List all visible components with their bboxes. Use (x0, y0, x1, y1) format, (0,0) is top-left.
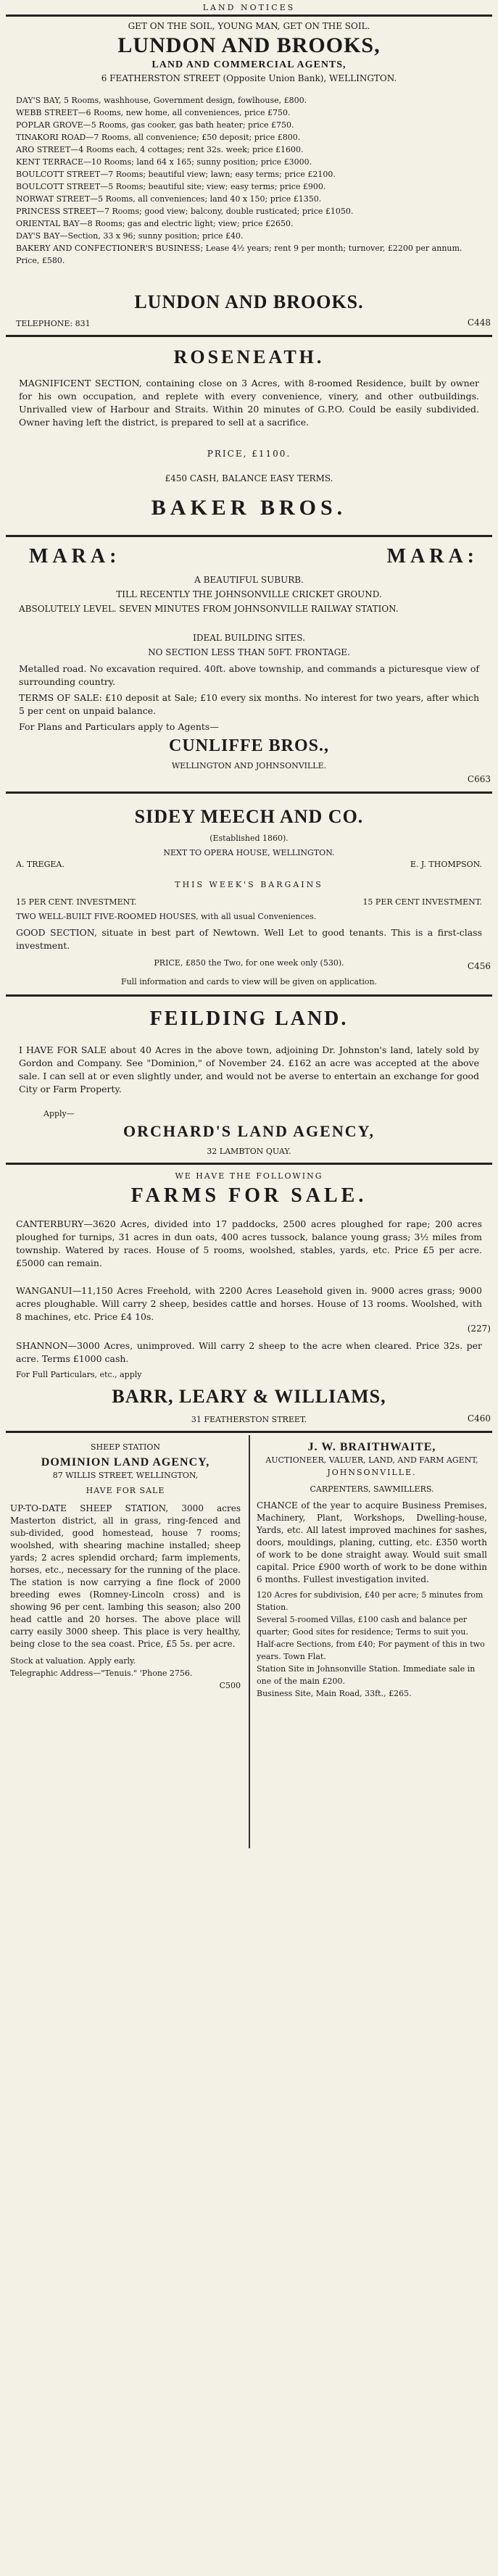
ad-code: C460 (467, 1413, 491, 1424)
divider (6, 535, 492, 537)
page-title: LAND NOTICES (202, 3, 296, 12)
roseneath-terms: £450 CASH, BALANCE EASY TERMS. (165, 473, 333, 483)
dominion-address: 87 WILLIS STREET, WELLINGTON, (52, 1471, 199, 1480)
listing: DAY'S BAY, 5 Rooms, washhouse, Government design, fowlhouse, £800. (16, 96, 307, 105)
braithwaite-item: Station Site in Johnsonville Station. Immediate sale in one of the main £200. (257, 1664, 476, 1686)
sidey-name-left: A. TREGEA. (16, 860, 65, 869)
farms-intro: WE HAVE THE FOLLOWING (175, 1171, 323, 1181)
feilding-apply: Apply— (43, 1109, 75, 1118)
sidey-price: PRICE, £850 the Two, for one week only (530). (154, 958, 344, 968)
roseneath-price: PRICE, £1100. (207, 449, 291, 459)
divider (6, 335, 492, 337)
listing: BAKERY AND CONFECTIONER'S BUSINESS; Lease 4½ years; rent 9 per month; turnover, £2200 per annum. Price, £580. (16, 244, 462, 265)
ad-code: C456 (467, 961, 491, 971)
farms-firm: BARR, LEARY & WILLIAMS, (112, 1386, 386, 1407)
listing: BOULCOTT STREET—7 Rooms; beautiful view; lawn; easy terms; price £2100. (16, 170, 336, 179)
feilding-body: I HAVE FOR SALE about 40 Acres in the above town, adjoining Dr. Johnston's land, lately sold by Gordon and Company. See "Dominion," of November 24. £162 an acre was accepted at the above sale. I can sell at or even slightly under, and would not be averse to entertain an exchange for good City or Farm Property. (19, 1044, 479, 1094)
listing: DAY'S BAY—Section, 33 x 96; sunny position; price £40. (16, 231, 244, 241)
column-divider (249, 1435, 250, 1848)
listing: ORIENTAL BAY—8 Rooms; gas and electric light; view; price £2650. (16, 219, 294, 228)
braithwaite-name: J. W. BRAITHWAITE, (307, 1441, 436, 1453)
mara-metalled: Metalled road. No excavation required. 40ft. above township, and commands a picturesque view of surrounding country. (19, 663, 479, 687)
lundon-subtitle: LAND AND COMMERCIAL AGENTS, (152, 59, 346, 70)
braithwaite-item: Half-acre Sections, from £40; For payment of this in two years. Town Flat. (257, 1640, 485, 1661)
lundon-telephone: TELEPHONE: 831 (16, 319, 91, 328)
mara-frontage: NO SECTION LESS THAN 50FT. FRONTAGE. (148, 647, 350, 657)
listing: POPLAR GROVE—5 Rooms, gas cooker, gas bath heater; price £750. (16, 120, 294, 130)
listing: BOULCOTT STREET—5 Rooms; beautiful site; view; easy terms; price £900. (16, 182, 326, 191)
roseneath-body: MAGNIFICENT SECTION, containing close on 3 Acres, with 8-roomed Residence, built by owner for his own occupation, and replete with every convenience, vinery, and other outbuildings. Unrivalled view of Harbour and Straits. Within 20 minutes of G.P.O. Could be easily subdivided. Owner having left the district, is prepared to sell at a sacrifice. (19, 378, 479, 428)
mara-firm-sub: WELLINGTON AND JOHNSONVILLE. (171, 761, 327, 770)
mara-line2: ABSOLUTELY LEVEL. SEVEN MINUTES FROM JOHNSONVILLE RAILWAY STATION. (19, 604, 399, 614)
dominion-valuation: Stock at valuation. Apply early. (10, 1656, 136, 1666)
braithwaite-item: 120 Acres for subdivision, £40 per acre; 5 minutes from Station. (257, 1590, 484, 1612)
lundon-firm: LUNDON AND BROOKS, (117, 33, 381, 57)
sidey-houses: TWO WELL-BUILT FIVE-ROOMED HOUSES, with all usual Conveniences. (16, 912, 317, 921)
dominion-telegraphic: Telegraphic Address—"Tenuis." 'Phone 2756. (10, 1669, 193, 1678)
feilding-agency: ORCHARD'S LAND AGENCY, (123, 1122, 375, 1140)
braithwaite-role: AUCTIONEER, VALUER, LAND, AND FARM AGENT, (265, 1455, 478, 1465)
mara-firm: CUNLIFFE BROS., (168, 736, 330, 755)
sidey-info: Full information and cards to view will be given on application. (120, 977, 378, 986)
dominion-kicker: SHEEP STATION (90, 1442, 161, 1452)
ad-code: C663 (467, 774, 491, 784)
farms-listing: CANTERBURY—3620 Acres, divided into 17 paddocks, 2500 acres ploughed for rape; 200 acres ploughed for turnips, 31 acres in dun oats, 400 acres tussock, balance young grass; 3½ miles from township. Watered by races. House of 5 rooms, woolshed, stables, yards, etc. Price £5 per acre. £5000 can remain. (16, 1218, 482, 1268)
braithwaite-body: CHANCE of the year to acquire Business Premises, Machinery, Plant, Workshops, Dwelling-house, Yards, etc. All latest improved machines for sashes, doors, mouldings, planing, cutting, etc. £350 worth of work to be done straight away. Would suit small capital. Price £900 worth of work to be done within 6 months. Fullest investigation invited. (257, 1500, 487, 1584)
divider (6, 1431, 492, 1433)
braithwaite-item: Business Site, Main Road, 33ft., £265. (257, 1689, 412, 1698)
lundon-listings (16, 94, 482, 267)
listing: PRINCESS STREET—7 Rooms; good view; balcony, double rusticated; price £1050. (16, 207, 354, 216)
roseneath-firm: BAKER BROS. (151, 496, 347, 520)
mara-line1: TILL RECENTLY THE JOHNSONVILLE CRICKET GROUND. (116, 589, 382, 599)
mara-terms: TERMS OF SALE: £10 deposit at Sale; £10 every six months. No interest for two years, after which 5 per cent on unpaid balance. (19, 692, 479, 716)
farms-listing: WANGANUI—11,150 Acres Freehold, with 2200 Acres Leasehold given in. 9000 acres grass; 9000 acres ploughable. Will carry 2 sheep, besides cattle and horses. House of 13 rooms. Woolshed, with 8 machines, etc. Price £4 10s. (16, 1285, 482, 1322)
divider (6, 792, 492, 794)
dominion-have: HAVE FOR SALE (86, 1486, 165, 1495)
mara-title-right: MARA: (386, 545, 478, 568)
sidey-inv-right: 15 PER CENT INVESTMENT. (362, 897, 482, 907)
mara-plans: For Plans and Particulars apply to Agents— (19, 721, 219, 732)
lundon-tagline: GET ON THE SOIL, YOUNG MAN, GET ON THE SOIL. (128, 21, 370, 31)
braithwaite-ad (257, 1441, 487, 1700)
sidey-firm: SIDEY MEECH AND CO. (134, 806, 364, 827)
braithwaite-town: JOHNSONVILLE. (327, 1468, 417, 1477)
listing: TINAKORI ROAD—7 Rooms, all convenience; £50 deposit; price £800. (16, 133, 301, 142)
sidey-bargains: THIS WEEK'S BARGAINS (175, 880, 323, 889)
mara-suburb: A BEAUTIFUL SUBURB. (194, 575, 304, 585)
mara-title-left: MARA: (29, 545, 121, 568)
farms-listing: SHANNON—3000 Acres, unimproved. Will carry 2 sheep to the acre when cleared. Price 32s. per acre. Terms £1000 cash. (16, 1340, 482, 1364)
listing: NORWAT STREET—5 Rooms, all conveniences; land 40 x 150; price £1350. (16, 194, 322, 204)
farms-title: FARMS FOR SALE. (130, 1184, 368, 1207)
divider (6, 14, 492, 17)
braithwaite-item: Several 5-roomed Villas, £100 cash and balance per quarter; Good sites for residence; Terms to suit you. (257, 1615, 468, 1637)
divider (6, 994, 492, 997)
listing: KENT TERRACE—10 Rooms; land 64 x 165; sunny position; price £3000. (16, 157, 312, 167)
sidey-section: GOOD SECTION, situate in best part of Newtown. Well Let to good tenants. This is a first-class investment. (16, 927, 482, 951)
dominion-body: UP-TO-DATE SHEEP STATION, 3000 acres Masterton district, all in grass, ring-fenced and sub-divided, good homestead, house 7 rooms; woolshed, with shearing machine installed; sheep yards; 2 acres splendid orchard; farm implements, horses, etc., necessary for the running of the place. The station is now carrying a fine flock of 2000 breeding ewes (Romney-Lincoln cross) and is showing 96 per cent. lambing this season; also 200 head cattle and 20 horses. The above place will carry easily 3000 sheep. This place is very healthy, being close to the sea coast. Price, £5 5s. per acre. (10, 1503, 241, 1649)
lundon-footer-name: LUNDON AND BROOKS. (134, 291, 364, 312)
mara-ideal: IDEAL BUILDING SITES. (193, 633, 305, 643)
listing: ARO STREET—4 Rooms each, 4 cottages; rent 32s. week; price £1600. (16, 145, 304, 154)
feilding-address: 32 LAMBTON QUAY. (207, 1147, 291, 1156)
ad-code: C448 (467, 317, 491, 328)
feilding-title: FEILDING LAND. (149, 1007, 349, 1030)
dominion-agency: DOMINION LAND AGENCY, (41, 1456, 210, 1468)
farms-address: 31 FEATHERSTON STREET. (191, 1415, 307, 1424)
ad-code: (227) (467, 1324, 491, 1334)
divider (6, 1163, 492, 1165)
sidey-established: (Established 1860). (209, 834, 289, 843)
listing: WEBB STREET—6 Rooms, new home, all conveniences, price £750. (16, 108, 291, 117)
lundon-address: 6 FEATHERSTON STREET (Opposite Union Bank), WELLINGTON. (101, 73, 397, 83)
sidey-inv-left: 15 PER CENT. INVESTMENT. (16, 897, 137, 907)
sidey-name-right: E. J. THOMPSON. (410, 860, 482, 869)
roseneath-title: ROSENEATH. (173, 346, 325, 367)
ad-code: C500 (219, 1681, 241, 1690)
sidey-location: NEXT TO OPERA HOUSE, WELLINGTON. (163, 848, 335, 857)
farms-particulars: For Full Particulars, etc., apply (16, 1370, 142, 1379)
braithwaite-trade: CARPENTERS, SAWMILLERS. (310, 1484, 434, 1494)
dominion-ad (10, 1441, 241, 1692)
